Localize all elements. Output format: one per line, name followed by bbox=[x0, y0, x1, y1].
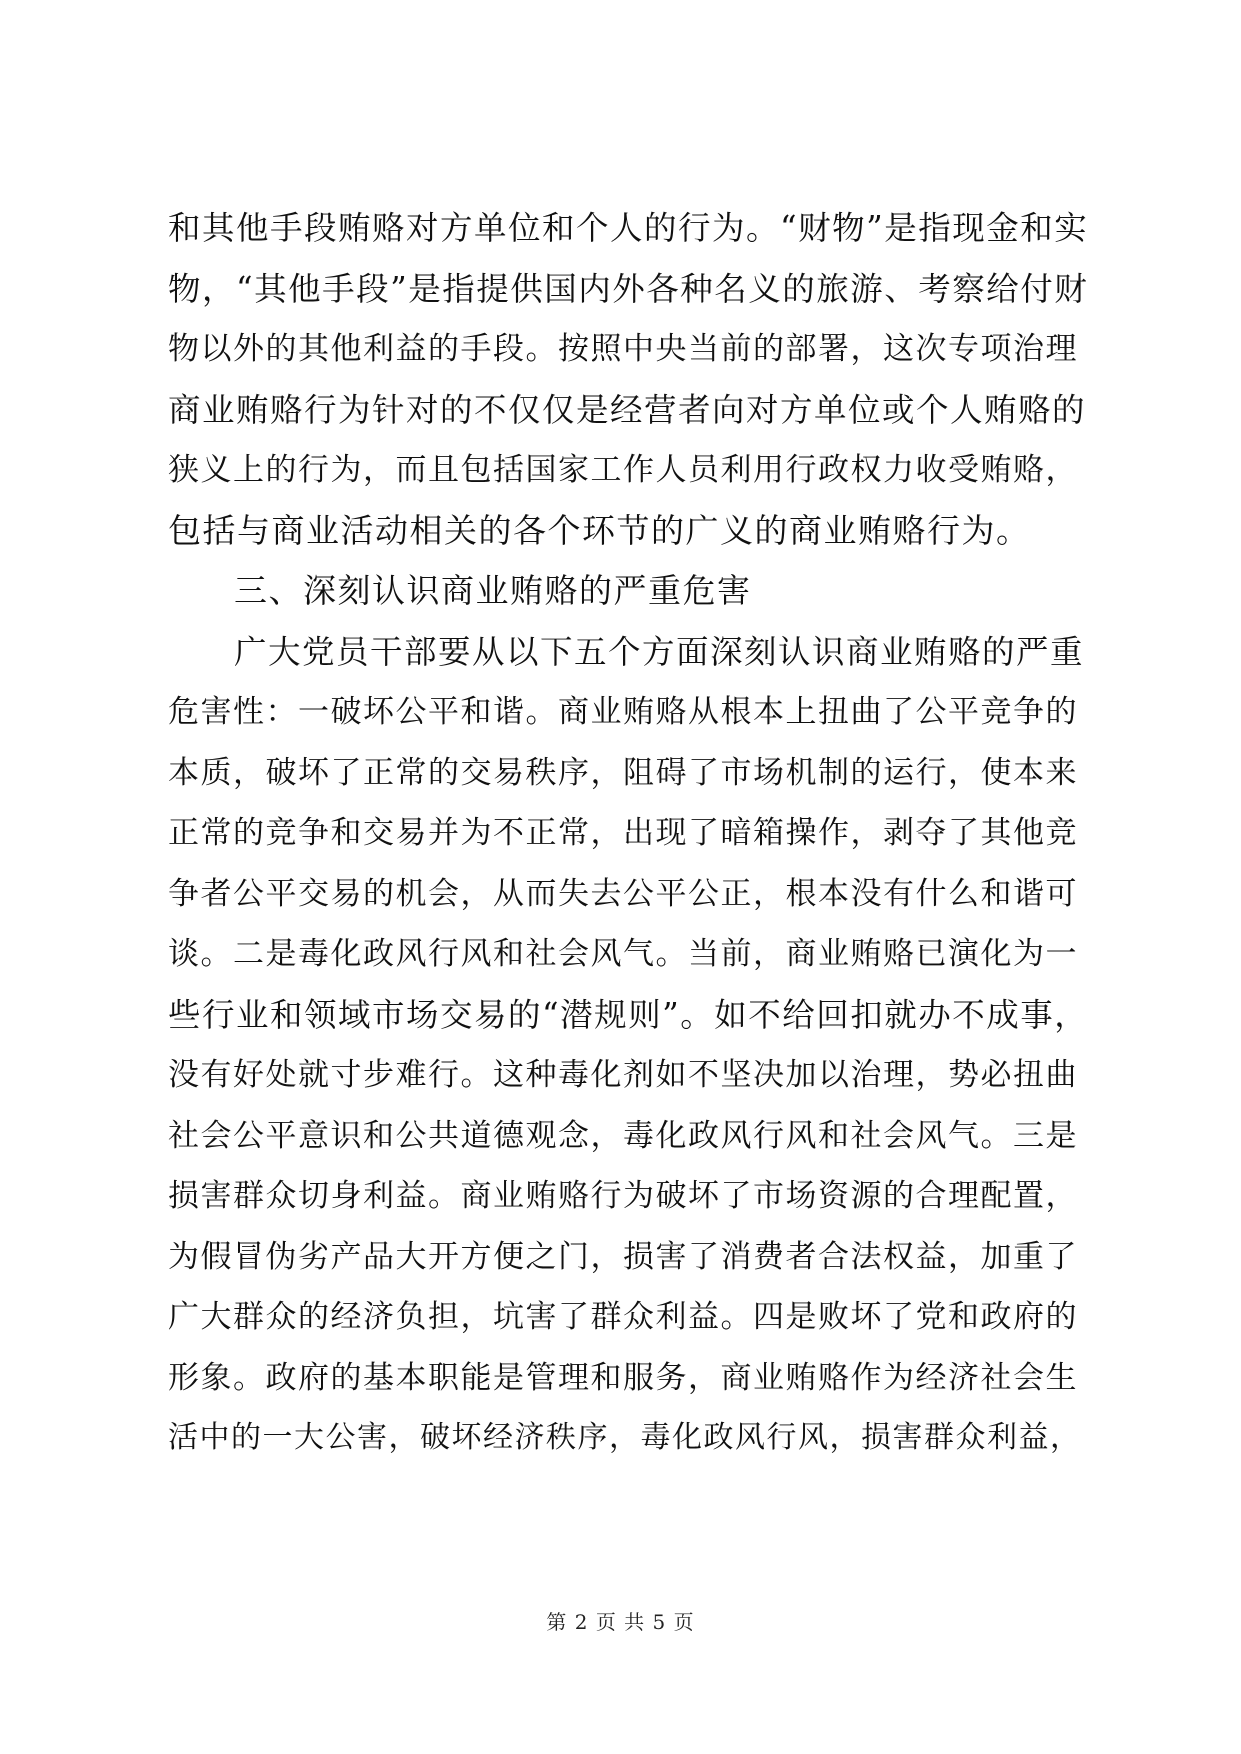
text-line: 活中的一大公害，破坏经济秩序，毒化政风行风，损害群众利益， bbox=[168, 1420, 1082, 1455]
text-line: 物，“其他手段”是指提供国内外各种名义的旅游、考察给付财 bbox=[168, 269, 1089, 308]
text-line: 危害性：一破坏公平和谐。商业贿赂从根本上扭曲了公平竞争的 bbox=[168, 694, 1078, 730]
text-line: 正常的竞争和交易并为不正常，出现了暗箱操作，剥夺了其他竞 bbox=[168, 815, 1078, 851]
text-line: 些行业和领域市场交易的“潜规则”。如不给回扣就办不成事， bbox=[168, 995, 1089, 1034]
text-line: 广大群众的经济负担，坑害了群众利益。四是败坏了党和政府的 bbox=[168, 1299, 1078, 1335]
text-line: 为假冒伪劣产品大开方便之门，损害了消费者合法权益，加重了 bbox=[168, 1238, 1078, 1275]
text-line: 损害群众切身利益。商业贿赂行为破坏了市场资源的合理配置， bbox=[168, 1178, 1078, 1214]
page-footer: 第 2 页 共 5 页 bbox=[546, 1610, 695, 1634]
text-line: 商业贿赂行为针对的不仅仅是经营者向对方单位或个人贿赂的 bbox=[168, 390, 1087, 429]
text-line: 争者公平交易的机会，从而失去公平公正，根本没有什么和谐可 bbox=[168, 875, 1078, 912]
text-line: 物以外的其他利益的手段。按照中央当前的部署，这次专项治理 bbox=[168, 331, 1078, 367]
text-line: 没有好处就寸步难行。这种毒化剂如不坚决加以治理，势必扭曲 bbox=[168, 1057, 1078, 1093]
text-line: 形象。政府的基本职能是管理和服务，商业贿赂作为经济社会生 bbox=[168, 1359, 1078, 1396]
text-line: 三、深刻认识商业贿赂的严重危害 bbox=[234, 571, 752, 610]
text-line: 包括与商业活动相关的各个环节的广义的商业贿赂行为。 bbox=[168, 510, 1031, 550]
text-line: 社会公平意识和公共道德观念，毒化政风行风和社会风气。三是 bbox=[168, 1117, 1078, 1154]
text-line: 广大党员干部要从以下五个方面深刻认识商业贿赂的严重 bbox=[234, 632, 1085, 671]
text-line: 谈。二是毒化政风行风和社会风气。当前，商业贿赂已演化为一 bbox=[168, 936, 1078, 972]
text-line: 本质，破坏了正常的交易秩序，阻碍了市场机制的运行，使本来 bbox=[168, 754, 1078, 791]
document-body bbox=[168, 198, 1088, 1469]
text-line: 狭义上的行为，而且包括国家工作人员利用行政权力收受贿赂， bbox=[168, 452, 1078, 488]
text-line: 和其他手段贿赂对方单位和个人的行为。“财物”是指现金和实 bbox=[168, 209, 1089, 247]
